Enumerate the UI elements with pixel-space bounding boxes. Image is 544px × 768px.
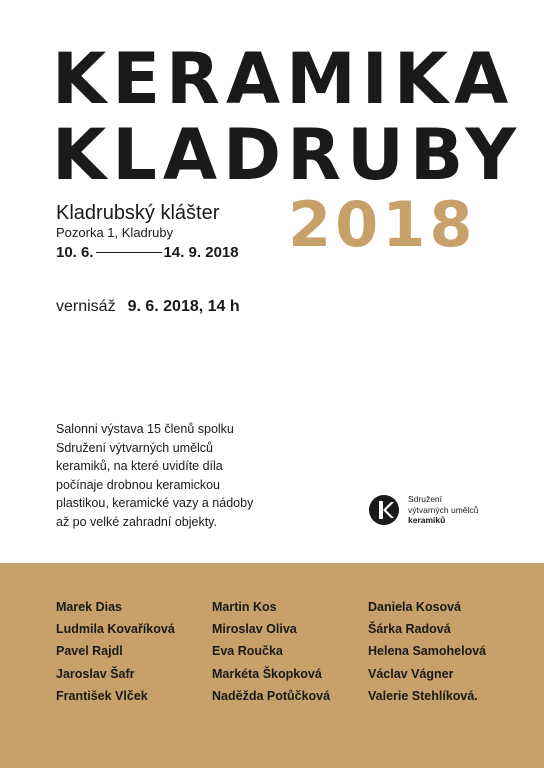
description-line: keramiků, na které uvidíte díla	[56, 459, 223, 473]
artist-name: Valerie Stehlíková.	[368, 688, 478, 703]
opening-label: vernisáž	[56, 298, 116, 315]
description-line: plastikou, keramické vazy a nádoby	[56, 496, 254, 510]
date-from: 10. 6.	[56, 243, 94, 261]
year: 2018	[288, 188, 477, 261]
date-range	[56, 242, 239, 262]
artist-name: Pavel Rajdl	[56, 644, 123, 659]
description-line: až po velké zahradní objekty.	[56, 514, 217, 529]
artists-column-3	[368, 596, 486, 707]
artist-name: Miroslav Oliva	[212, 622, 297, 637]
description-line: počínaje drobnou keramickou	[56, 477, 220, 492]
address: Pozorka 1, Kladruby	[56, 225, 174, 240]
artist-name: Ludmila Kovaříková	[56, 622, 175, 637]
artist-name: Martin Kos	[212, 600, 277, 614]
logo-line-3: keramiků	[408, 515, 446, 526]
artist-name: Naděžda Potůčková	[212, 688, 331, 703]
artists-column-1	[56, 596, 175, 707]
artist-name: František Vlček	[56, 688, 148, 703]
venue: Kladrubský klášter	[56, 202, 220, 224]
date-separator-line	[96, 252, 162, 253]
logo-text	[408, 494, 478, 526]
artist-name: Václav Vágner	[368, 666, 454, 681]
description-line: Salonni výstava 15 členů spolku	[56, 422, 234, 436]
title-line-1: KERAMIKA	[52, 38, 515, 120]
artist-name: Šárka Radová	[368, 622, 451, 637]
title-line-2: KLADRUBY	[52, 114, 523, 196]
artist-name: Daniela Kosová	[368, 600, 462, 614]
opening-value: 9. 6. 2018, 14 h	[127, 298, 240, 315]
association-logo	[368, 494, 478, 526]
description-line: Sdružení výtvarných umělců	[56, 440, 214, 455]
logo-line-1: Sdružení	[408, 494, 443, 505]
artist-name: Marek Dias	[56, 600, 123, 614]
artist-name: Eva Roučka	[212, 644, 283, 659]
artist-name: Helena Samohelová	[368, 644, 487, 659]
artists-column-2	[212, 596, 330, 707]
artist-name: Jaroslav Šafr	[56, 666, 135, 681]
opening	[56, 298, 240, 316]
date-to: 14. 9. 2018	[163, 243, 239, 261]
description	[56, 420, 286, 531]
sk-logo-icon	[368, 494, 400, 526]
logo-line-2: výtvarných umělců	[408, 504, 479, 515]
artist-name: Markéta Škopková	[212, 666, 322, 681]
